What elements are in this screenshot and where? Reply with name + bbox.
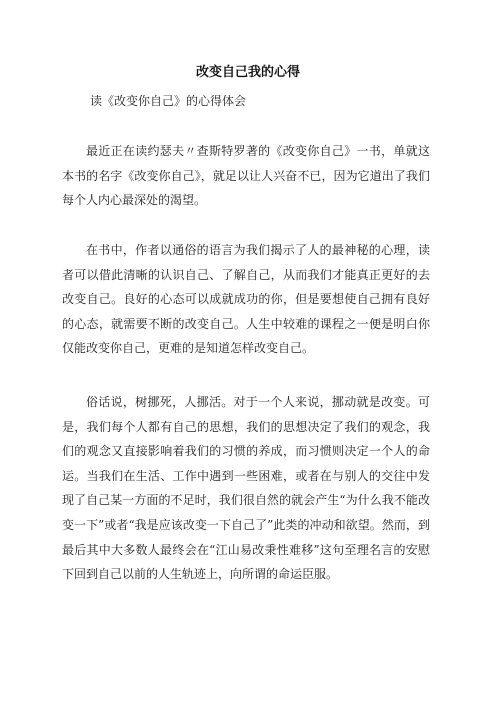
paragraph-2: 在书中，作者以通俗的语言为我们揭示了人的最神秘的心理，读者可以借此清晰的认识自己、了解自己，从而我们才能真正更好的去改变自己。良好的心态可以成就成功的你，但是要想使自己拥有良好的心态，就需要不断的改变自己。人生中较难的课程之一便是明白你仅能改变你自己，更难的是知道怎样改变自己。	[62, 243, 430, 356]
document-subtitle: 读《改变你自己》的心得体会	[90, 94, 247, 108]
document-title: 改变自己我的心得	[195, 65, 300, 80]
paragraph-3: 俗话说，树挪死，人挪活。对于一个人来说，挪动就是改变。可是，我们每个人都有自己的思想，我们的思想决定了我们的观念，我们的观念又直接影响着我们的习惯的养成，而习惯则决定一个人的命运。当我们在生活、工作中遇到一些困难，或者在与别人的交往中发现了自己某一方面的不足时，我们很自然的就会产生“为什么我不能改变一下”或者“我是应该改变一下自己了”此类的冲动和欲望。然而，到最后其中大多数人最终会在“江山易改秉性难移”这句至理名言的安慰下回到自己以前的人生轨迹上，向所谓的命运臣服。	[62, 395, 430, 582]
paragraph-1: 最近正在读约瑟夫〃查斯特罗著的《改变你自己》一书，单就这本书的名字《改变你自己》，就足以让人兴奋不已，因为它道出了我们每个人内心最深处的渴望。	[62, 144, 430, 208]
